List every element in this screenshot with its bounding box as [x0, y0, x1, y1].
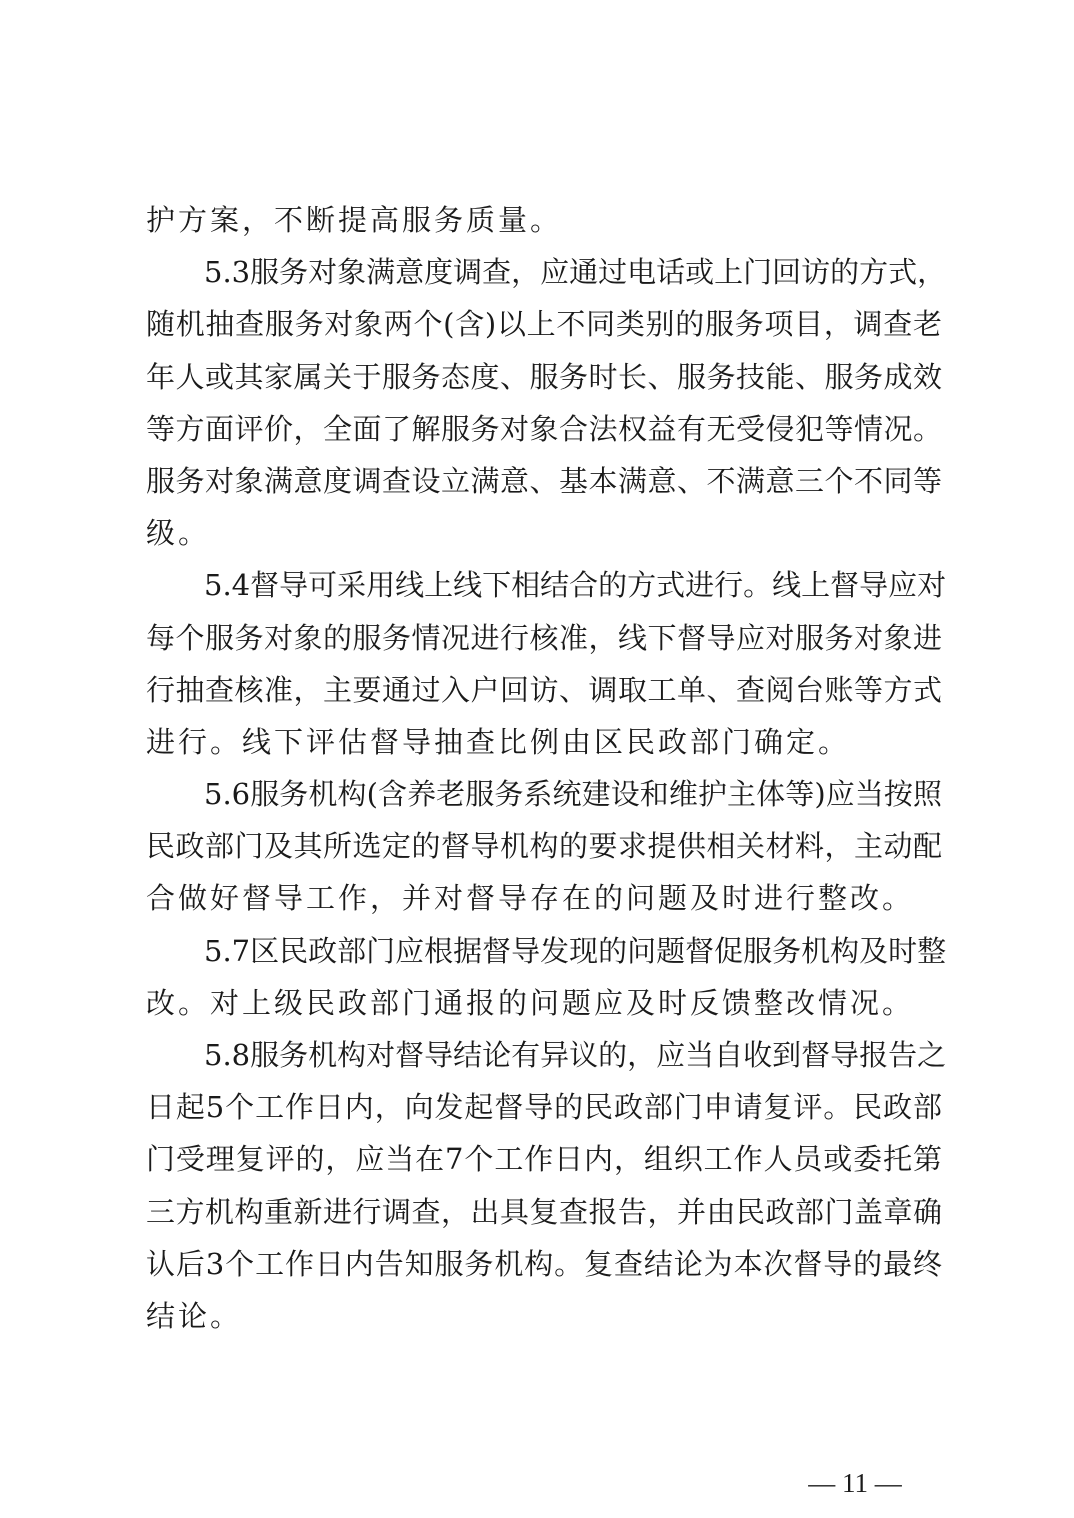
text-line: 服务对象满意度调查设立满意、基本满意、不满意三个不同等: [146, 463, 942, 498]
text-line: 民政部门及其所选定的督导机构的要求提供相关材料，主动配: [146, 829, 942, 864]
text-line: 行抽查核准，主要通过入户回访、调取工单、查阅台账等方式: [146, 672, 942, 707]
text-line: 合做好督导工作，并对督导存在的问题及时进行整改。: [146, 881, 915, 916]
text-line: 门受理复评的，应当在7个工作日内，组织工作人员或委托第: [146, 1142, 942, 1177]
text-line: 护方案，不断提高服务质量。: [146, 203, 563, 237]
text-line: 5.7区民政部门应根据督导发现的问题督促服务机构及时整: [204, 933, 947, 968]
text-line: 5.8服务机构对督导结论有异议的，应当自收到督导报告之: [204, 1038, 947, 1072]
text-line: 等方面评价，全面了解服务对象合法权益有无受侵犯等情况。: [146, 411, 942, 446]
text-line: 认后3个工作日内告知服务机构。复查结论为本次督导的最终: [146, 1246, 942, 1281]
text-line: 日起5个工作日内，向发起督导的民政部门申请复评。民政部: [146, 1090, 942, 1125]
text-line: 级。: [146, 516, 211, 551]
text-line: 结论。: [146, 1298, 243, 1333]
text-line: 改。对上级民政部门通报的问题应及时反馈整改情况。: [146, 985, 915, 1020]
text-line: 年人或其家属关于服务态度、服务时长、服务技能、服务成效: [146, 359, 942, 394]
text-line: 5.4督导可采用线上线下相结合的方式进行。线上督导应对: [204, 568, 947, 603]
text-line: 每个服务对象的服务情况进行核准，线下督导应对服务对象进: [146, 620, 942, 655]
page-number: — 11 —: [808, 1468, 902, 1498]
text-line: 5.6服务机构(含养老服务系统建设和维护主体等)应当按照: [204, 777, 942, 812]
text-line: 进行。线下评估督导抽查比例由区民政部门确定。: [146, 724, 851, 759]
text-line: 三方机构重新进行调查，出具复查报告，并由民政部门盖章确: [146, 1194, 942, 1229]
text-line: 随机抽查服务对象两个(含)以上不同类别的服务项目，调查老: [146, 307, 942, 342]
body-text: [146, 194, 947, 1342]
text-line: 5.3服务对象满意度调查，应通过电话或上门回访的方式，: [204, 255, 947, 290]
